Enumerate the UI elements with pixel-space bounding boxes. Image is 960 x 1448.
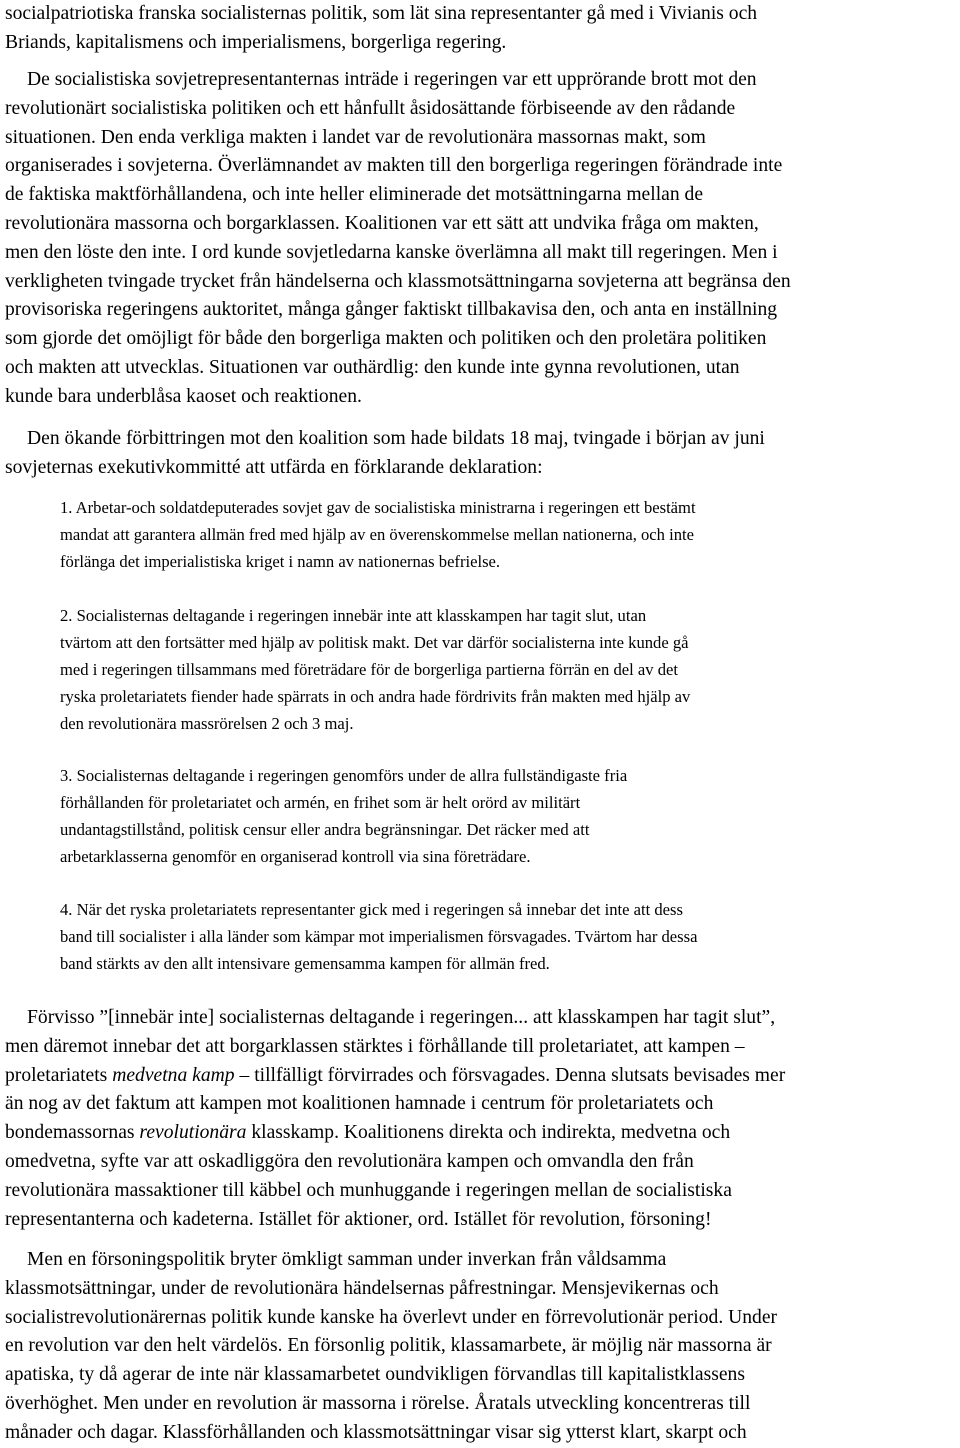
text-line: Men en försoningspolitik bryter ömkligt samman under inverkan från våldsamma (27, 1249, 667, 1270)
text-line: omedvetna, syfte var att oskadliggöra den revolutionära kampen och omvandla den från (5, 1150, 694, 1172)
text-line (5, 1062, 960, 1091)
text-line: de faktiska maktförhållandena, och inte heller eliminerade det motsättningarna mellan de (5, 184, 704, 206)
text-line: band till socialister i alla länder som kämpar mot imperialismen försvagades. Tvärtom har dessa (60, 927, 698, 946)
text-run: – tillfälligt förvirrades och försvagades. Denna slutsats bevisades mer (234, 1064, 786, 1086)
text-line: representanterna och kadeterna. Istället för aktioner, ord. Istället för revolution, försoning! (5, 1208, 712, 1230)
text-line: socialpatriotiska franska socialisternas politik, som lät sina representanter gå med i Vivianis och (5, 3, 758, 24)
text-line: Briands, kapitalismens och imperialismens, borgerliga regering. (5, 31, 507, 53)
text-line: och makten att utvecklas. Situationen var outhärdlig: den kunde inte gynna revolutionen, utan (5, 356, 740, 378)
declaration-point-4 (60, 896, 940, 977)
paragraph-declaration-intro (5, 425, 960, 483)
text-line: undantagstillstånd, politisk censur eller andra begränsningar. Det räcker med att (60, 820, 590, 839)
text-line: klassmotsättningar, under de revolutionära händelsernas påfrestningar. Mensjevikernas och (5, 1277, 719, 1299)
text-line: revolutionära massorna och borgarklassen. Koalitionen var ett sätt att undvika fråga om makten, (5, 212, 759, 234)
text-line: månader och dagar. Klassförhållanden och klassmotsättningar visar sig ytterst klart, skarpt och (5, 1421, 747, 1443)
paragraph-coalition-critique (5, 66, 960, 412)
text-line: sovjeternas exekutivkommitté att utfärda en förklarande deklaration: (5, 456, 543, 478)
text-line: än nog av det faktum att kampen mot koalitionen hamnade i centrum för proletariatets och (5, 1093, 714, 1115)
text-line: mandat att garantera allmän fred med hjälp av en överenskommelse mellan nationerna, och inte (60, 525, 694, 544)
paragraph-conciliation-policy (5, 1246, 960, 1448)
text-line: ryska proletariatets fiender hade spärrats in och andra hade fördrivits från makten med hjälp av (60, 687, 691, 706)
text-line (5, 1119, 960, 1148)
text-line: provisoriska regeringens auktoritet, många gånger faktiskt tillbakavisa den, och anta en inställning (5, 299, 778, 321)
text-line: De socialistiska sovjetrepresentanternas inträde i regeringen var ett upprörande brott mot den (27, 69, 757, 90)
text-line: organiserades i sovjeterna. Överlämnandet av makten till den borgerliga regeringen förändrade inte (5, 155, 783, 177)
text-line: apatiska, ty då agerar de inte när klassamarbetet oundvikligen förvandlas till kapitalistklassens (5, 1364, 745, 1386)
text-line: revolutionära massaktioner till käbbel och munhuggande i regeringen mellan de socialistiska (5, 1179, 732, 1201)
italic-phrase: revolutionära (139, 1122, 247, 1144)
text-line: med i regeringen tillsammans med företrädare för de borgerliga partierna förrän en del av det (60, 660, 679, 679)
text-line: situationen. Den enda verkliga makten i landet var de revolutionära massornas makt, som (5, 126, 706, 148)
text-line: men däremot innebar det att borgarklassen stärktes i förhållande till proletariatet, att kampen – (5, 1035, 745, 1057)
text-line: 3. Socialisternas deltagande i regeringen genomförs under de allra fullständigaste fria (60, 766, 628, 785)
paragraph-intro-continuation (5, 0, 960, 58)
text-run: bondemassornas (5, 1122, 140, 1144)
text-line: Förvisso ”[innebär inte] socialisternas deltagande i regeringen... att klasskampen har tagit slut”, (27, 1007, 776, 1028)
text-line: förlänga det imperialistiska kriget i namn av nationernas befrielse. (60, 552, 501, 571)
text-line: revolutionärt socialistiska politiken och ett hånfullt åsidosättande förbiseende av den rådande (5, 97, 736, 119)
declaration-point-1 (60, 494, 940, 575)
declaration-point-3 (60, 762, 940, 870)
text-run: klasskamp. Koalitionens direkta och indirekta, medvetna och (246, 1122, 731, 1144)
text-line: arbetarklasserna genomför en organiserad kontroll via sina företrädare. (60, 847, 531, 866)
text-line: Den ökande förbittringen mot den koalition som hade bildats 18 maj, tvingade i början av juni (27, 428, 765, 449)
text-line: 4. När det ryska proletariatets representanter gick med i regeringen så innebar det inte att dess (60, 900, 683, 919)
text-line: band stärkts av den allt intensivare gemensamma kampen för allmän fred. (60, 954, 550, 973)
text-line: 2. Socialisternas deltagande i regeringen innebär inte att klasskampen har tagit slut, utan (60, 606, 647, 625)
text-line: verkligheten tvingade trycket från händelserna och klassmotsättningarna sovjeterna att begränsa den (5, 270, 791, 292)
text-line: men den löste den inte. I ord kunde sovjetledarna kanske överlämna all makt till regeringen. Men i (5, 241, 778, 263)
paragraph-class-struggle (5, 1004, 960, 1234)
declaration-point-2 (60, 602, 940, 737)
text-line: överhöghet. Men under en revolution är massorna i rörelse. Åratals utveckling koncentreras till (5, 1392, 751, 1414)
text-line: kunde bara underblåsa kaoset och reaktionen. (5, 385, 362, 407)
text-run: proletariatets (5, 1064, 113, 1086)
text-line: förhållanden för proletariatet och armén, en frihet som är helt orörd av militärt (60, 793, 581, 812)
text-line: en revolution var den helt värdelös. En försonlig politik, klassamarbete, är möjlig när massorna är (5, 1335, 772, 1357)
text-line: den revolutionära massrörelsen 2 och 3 maj. (60, 714, 354, 733)
text-line: som gjorde det omöjligt för både den borgerliga makten och politiken och den proletära politiken (5, 328, 767, 350)
text-line: 1. Arbetar-och soldatdeputerades sovjet gav de socialistiska ministrarna i regeringen ett bestämt (60, 498, 696, 517)
text-line: socialistrevolutionärernas politik kunde kanske ha överlevt under en förrevolutionär period. Under (5, 1306, 778, 1328)
italic-phrase: medvetna kamp (112, 1064, 235, 1086)
text-line: tvärtom att den fortsätter med hjälp av politisk makt. Det var därför socialisterna inte kunde gå (60, 633, 689, 652)
